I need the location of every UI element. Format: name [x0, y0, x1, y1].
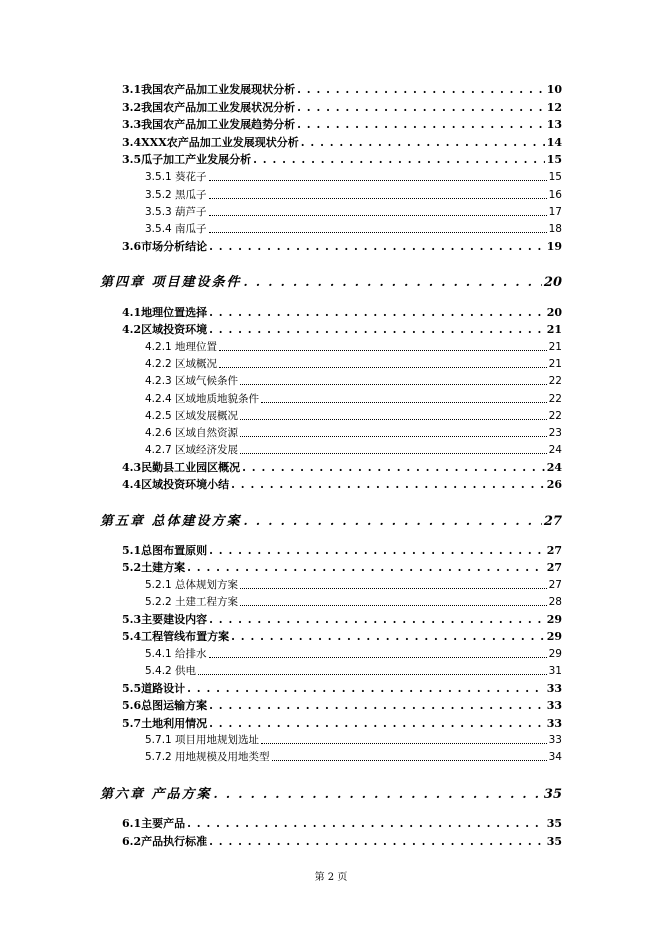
toc-entry-page: 21	[548, 341, 562, 353]
dot-leader	[261, 743, 547, 744]
toc-entry[interactable]	[122, 697, 562, 713]
toc-entry[interactable]	[145, 187, 562, 202]
dot-leader	[209, 198, 547, 199]
toc-entry-page: 22	[548, 410, 562, 422]
toc-entry[interactable]	[122, 542, 562, 558]
toc-entry-label: 5.4.2 供电	[145, 665, 197, 677]
dot-leader	[219, 350, 547, 351]
toc-entry[interactable]	[122, 680, 562, 696]
toc-entry-label: 3.5.2 黑瓜子	[145, 189, 207, 201]
toc-entry-page: 33	[548, 734, 562, 746]
toc-entry-page: 12	[546, 101, 562, 114]
dot-leader	[240, 419, 547, 420]
dot-leader	[209, 306, 545, 319]
toc-entry-page: 29	[546, 630, 562, 643]
toc-entry-label: 4.1地理位置选择	[122, 306, 208, 319]
toc-entry-label: 4.2.3 区域气候条件	[145, 375, 239, 387]
dot-leader	[244, 514, 542, 528]
toc-chapter-page: 35	[543, 787, 562, 802]
toc-entry-page: 15	[548, 171, 562, 183]
toc-entry-page: 27	[546, 544, 562, 557]
toc-entry-label: 4.2.6 区域自然资源	[145, 427, 239, 439]
toc-entry-page: 22	[548, 375, 562, 387]
toc-entry-label: 3.5.3 葫芦子	[145, 206, 207, 218]
toc-entry-label: 3.5.4 南瓜子	[145, 223, 207, 235]
toc-entry-label: 4.2.7 区域经济发展	[145, 444, 239, 456]
dot-leader	[240, 436, 547, 437]
toc-entry[interactable]	[122, 99, 562, 115]
toc-chapter-label: 第四章 项目建设条件	[100, 275, 242, 290]
toc-entry[interactable]	[145, 373, 562, 388]
toc-entry-page: 33	[546, 717, 562, 730]
toc-entry[interactable]	[145, 749, 562, 764]
toc-entry-page: 23	[548, 427, 562, 439]
toc-entry-label: 4.2.5 区域发展概况	[145, 410, 239, 422]
toc-entry-label: 5.7.1 项目用地规划选址	[145, 734, 260, 746]
dot-leader	[209, 544, 545, 557]
toc-entry-label: 3.5.1 葵花子	[145, 171, 207, 183]
toc-entry-label: 5.2.1 总体规划方案	[145, 579, 239, 591]
toc-entry-label: 3.4XXX农产品加工业发展现状分析	[122, 136, 299, 149]
dot-leader	[209, 180, 547, 181]
toc-entry-label: 5.1总图布置原则	[122, 544, 208, 557]
dot-leader	[240, 605, 547, 606]
dot-leader	[242, 461, 545, 474]
toc-entry-page: 13	[546, 118, 562, 131]
dot-leader	[231, 630, 545, 643]
toc-entry[interactable]	[122, 628, 562, 644]
toc-entry[interactable]	[122, 715, 562, 731]
dot-leader	[253, 153, 545, 166]
toc-entry-page: 29	[546, 613, 562, 626]
toc-entry[interactable]	[122, 116, 562, 132]
toc-entry-label: 5.2土建方案	[122, 561, 186, 574]
toc-entry-page: 24	[548, 444, 562, 456]
toc-entry[interactable]	[145, 408, 562, 423]
toc-entry[interactable]	[145, 577, 562, 592]
toc-entry[interactable]	[145, 339, 562, 354]
toc-entry-page: 28	[548, 596, 562, 608]
dot-leader	[187, 561, 545, 574]
page-number-footer: 第 2 页	[314, 872, 348, 883]
toc-entry-label: 5.2.2 土建工程方案	[145, 596, 239, 608]
toc-entry-label: 3.3我国农产品加工业发展趋势分析	[122, 118, 296, 131]
toc-entry-label: 5.7土地利用情况	[122, 717, 208, 730]
toc-entry[interactable]	[145, 442, 562, 457]
toc-entry-label: 4.2.4 区域地质地貌条件	[145, 393, 260, 405]
toc-entry-label: 5.3主要建设内容	[122, 613, 208, 626]
toc-entry[interactable]	[122, 611, 562, 627]
dot-leader	[209, 699, 545, 712]
dot-leader	[209, 232, 547, 233]
dot-leader	[231, 478, 545, 491]
toc-entry-page: 19	[546, 240, 562, 253]
toc-entry-label: 5.6总图运输方案	[122, 699, 208, 712]
dot-leader	[198, 674, 547, 675]
toc-entry-page: 16	[548, 189, 562, 201]
dot-leader	[214, 787, 542, 801]
toc-entry-page: 34	[548, 751, 562, 763]
toc-entry-page: 14	[546, 136, 562, 149]
toc-chapter-page: 27	[543, 514, 562, 529]
toc-entry[interactable]	[122, 815, 562, 831]
toc-entry-page: 17	[548, 206, 562, 218]
toc-entry[interactable]	[122, 304, 562, 320]
toc-entry-label: 5.4工程管线布置方案	[122, 630, 230, 643]
dot-leader	[209, 215, 547, 216]
dot-leader	[209, 240, 545, 253]
toc-entry[interactable]	[145, 356, 562, 371]
toc-chapter-entry[interactable]	[100, 783, 562, 802]
toc-entry[interactable]	[145, 204, 562, 219]
toc-entry[interactable]	[122, 81, 562, 97]
dot-leader	[240, 588, 547, 589]
dot-leader	[219, 367, 547, 368]
toc-entry-page: 31	[548, 665, 562, 677]
toc-entry[interactable]	[122, 238, 562, 254]
toc-chapter-entry[interactable]	[100, 271, 562, 290]
dot-leader	[297, 83, 545, 96]
toc-entry-page: 10	[546, 83, 562, 96]
dot-leader	[209, 835, 545, 848]
toc-entry-label: 3.2我国农产品加工业发展状况分析	[122, 101, 296, 114]
toc-entry-label: 5.7.2 用地规模及用地类型	[145, 751, 270, 763]
dot-leader	[209, 657, 547, 658]
toc-chapter-label: 第五章 总体建设方案	[100, 514, 242, 529]
toc-entry-label: 4.2.1 地理位置	[145, 341, 218, 353]
toc-entry[interactable]	[122, 833, 562, 849]
dot-leader	[272, 760, 547, 761]
dot-leader	[244, 275, 542, 289]
toc-entry-label: 3.1我国农产品加工业发展现状分析	[122, 83, 296, 96]
dot-leader	[240, 453, 547, 454]
dot-leader	[187, 817, 545, 830]
toc-entry[interactable]	[122, 559, 562, 575]
toc-entry-page: 21	[548, 358, 562, 370]
toc-entry-page: 24	[546, 461, 562, 474]
toc-entry-page: 35	[546, 835, 562, 848]
dot-leader	[301, 136, 545, 149]
toc-entry-label: 5.5道路设计	[122, 682, 186, 695]
dot-leader	[187, 682, 545, 695]
toc-entry-page: 29	[548, 648, 562, 660]
toc-entry-label: 5.4.1 给排水	[145, 648, 207, 660]
toc-entry[interactable]	[145, 732, 562, 747]
toc-entry-page: 27	[546, 561, 562, 574]
toc-entry[interactable]	[145, 391, 562, 406]
toc-entry-label: 4.4区域投资环境小结	[122, 478, 230, 491]
toc-entry-page: 33	[546, 699, 562, 712]
toc-entry[interactable]	[122, 151, 562, 167]
dot-leader	[209, 613, 545, 626]
toc-entry-page: 27	[548, 579, 562, 591]
toc-entry-page: 33	[546, 682, 562, 695]
toc-entry-page: 15	[546, 153, 562, 166]
toc-entry[interactable]	[122, 476, 562, 492]
toc-entry-label: 4.2区域投资环境	[122, 323, 208, 336]
toc-entry[interactable]	[145, 594, 562, 609]
toc-entry[interactable]	[145, 646, 562, 661]
toc-entry-label: 3.6市场分析结论	[122, 240, 208, 253]
toc-entry[interactable]	[145, 221, 562, 236]
toc-entry-page: 18	[548, 223, 562, 235]
toc-entry-label: 6.2产品执行标准	[122, 835, 208, 848]
toc-entry-page: 22	[548, 393, 562, 405]
toc-entry[interactable]	[122, 321, 562, 337]
toc-entry[interactable]	[145, 425, 562, 440]
dot-leader	[240, 384, 547, 385]
dot-leader	[297, 101, 545, 114]
toc-entry[interactable]	[122, 134, 562, 150]
toc-entry-label: 6.1主要产品	[122, 817, 186, 830]
toc-chapter-label: 第六章 产品方案	[100, 787, 212, 802]
toc-entry-label: 4.2.2 区域概况	[145, 358, 218, 370]
dot-leader	[209, 717, 545, 730]
toc-entry-page: 26	[546, 478, 562, 491]
dot-leader	[209, 323, 545, 336]
toc-entry[interactable]	[122, 459, 562, 475]
dot-leader	[297, 118, 545, 131]
toc-entry-label: 3.5瓜子加工产业发展分析	[122, 153, 252, 166]
toc-chapter-entry[interactable]	[100, 510, 562, 529]
toc-chapter-page: 20	[543, 275, 562, 290]
toc-entry-page: 35	[546, 817, 562, 830]
toc-entry[interactable]	[145, 169, 562, 184]
toc-entry-page: 20	[546, 306, 562, 319]
toc-entry[interactable]	[145, 663, 562, 678]
dot-leader	[261, 402, 547, 403]
toc-entry-page: 21	[546, 323, 562, 336]
toc-entry-label: 4.3民勤县工业园区概况	[122, 461, 241, 474]
